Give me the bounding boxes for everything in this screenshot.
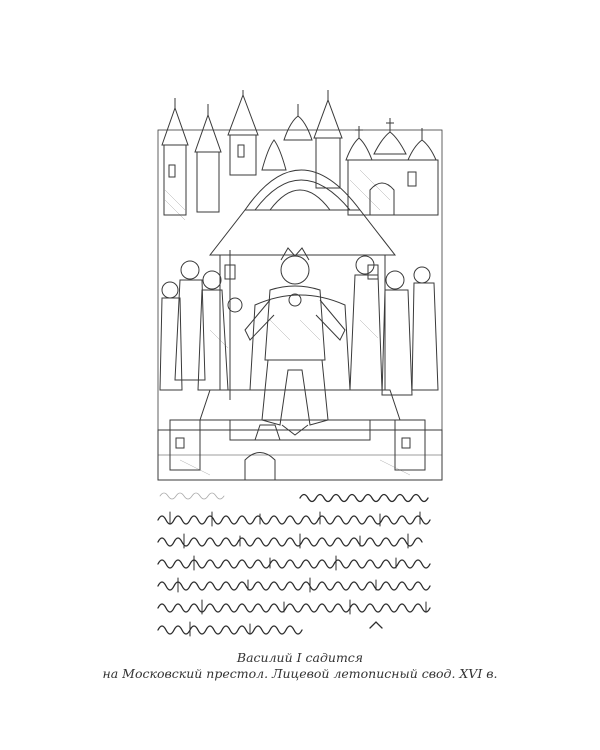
- caption-line-2: на Московский престол. Лицевой летописный свод. XVI в.: [102, 666, 498, 681]
- figure-caption: [60, 650, 540, 682]
- manuscript-text-block: [150, 488, 450, 638]
- chronicle-miniature-illustration: [150, 90, 450, 485]
- caption-line-1: Василий I садится: [236, 650, 364, 665]
- chronicle-miniature-icon: [150, 90, 450, 485]
- manuscript-script-icon: [150, 488, 450, 638]
